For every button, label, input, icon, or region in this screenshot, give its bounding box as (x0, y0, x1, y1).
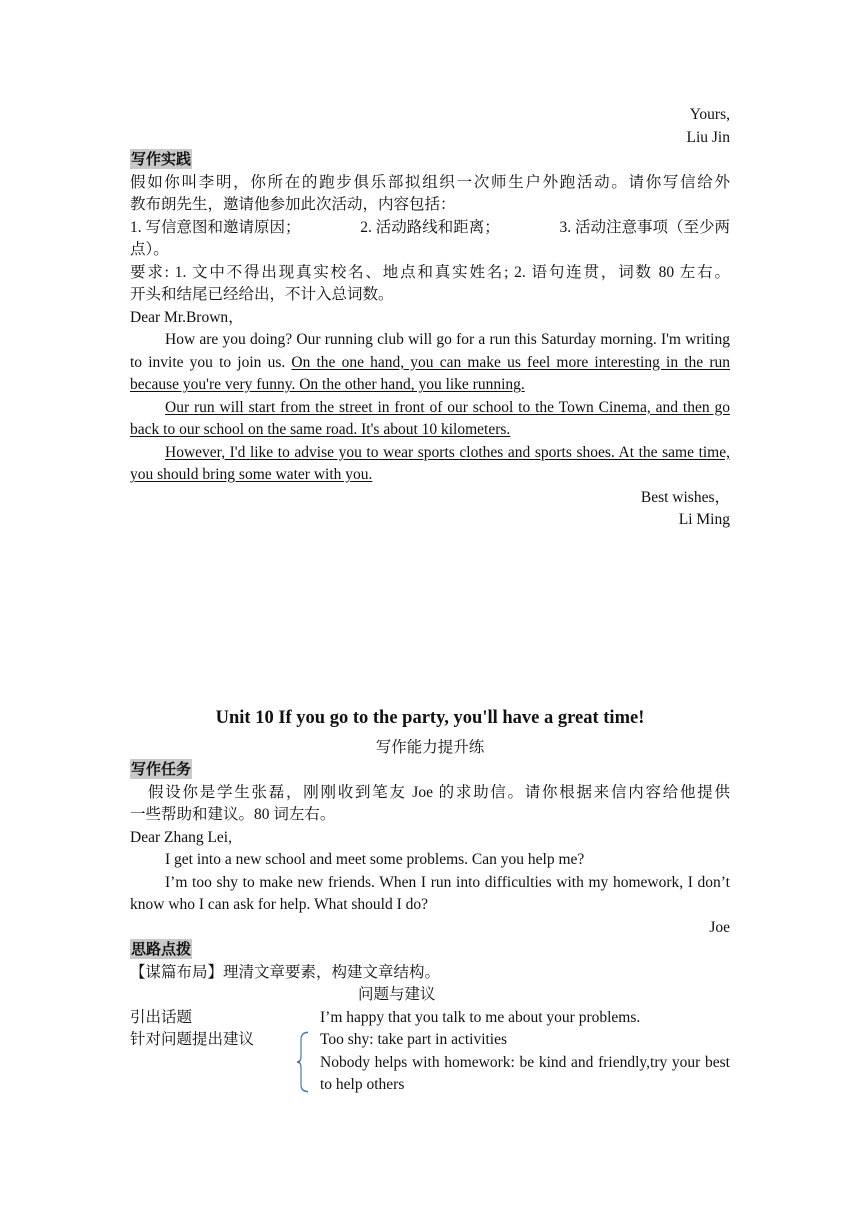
letter-p1-text: How are you doing? Our running club will go for a run this Saturday morning. I'm writing to invite you to join us. (130, 331, 730, 371)
task-prompt-line1 (130, 782, 730, 805)
hints-row-1 (130, 1007, 730, 1030)
brace-icon (296, 1031, 310, 1093)
practice-points (130, 217, 730, 240)
task-prompt-line1-text: 假设你是学生张磊，刚刚收到笔友 Joe 的求助信。请你根据来信内容给他提供 (148, 783, 730, 801)
letter-paragraph-3 (130, 442, 730, 487)
letter-p2-underlined: Our run will start from the street in front of our school to the Town Cinema, and then go back to our school on the same road. It's about 10 kilometers. (130, 398, 730, 438)
document-page (130, 104, 730, 1097)
hints-table-title-text: 问题与建议 (358, 986, 436, 1003)
unit-subtitle: 写作能力提升练 (375, 738, 485, 756)
letter-p1-underlined: On the one hand, you can make us feel more interesting in the run because you're very funny. On the other hand, you like running. (130, 353, 730, 393)
hints-row2-right (320, 1029, 730, 1097)
letter-signature: Li Ming (678, 511, 730, 528)
task-heading-row (130, 759, 730, 782)
closing-yours: Yours, (689, 106, 730, 123)
hints-row1-right: I’m happy that you talk to me about your problems. (320, 1008, 641, 1026)
practice-prompt-line1: 假如你叫李明，你所在的跑步俱乐部拟组织一次师生户外跑活动。请你写信给外 (130, 173, 730, 191)
practice-point-3: 3. 活动注意事项（至少两 (559, 218, 730, 236)
task-salutation: Dear Zhang Lei, (130, 828, 232, 846)
hints-row1-left: 引出话题 (130, 1008, 193, 1026)
hints-row2-suggestion-b: Nobody helps with homework: be kind and friendly,try your best to help others (320, 1053, 730, 1093)
letter-paragraph-1 (130, 329, 730, 397)
letter-salutation: Dear Mr.Brown， (130, 308, 244, 326)
unit-title: Unit 10 If you go to the party, you'll have a great time! (215, 707, 645, 728)
task-paragraph-1: I get into a new school and meet some problems. Can you help me? (165, 851, 585, 868)
practice-requirements-line1: 要求: 1. 文中不得出现真实校名、地点和真实姓名; 2. 语句连贯，词数 80 左右。 (130, 263, 730, 281)
letter-closing: Best wishes， (640, 488, 730, 506)
hints-table-title (130, 984, 730, 1007)
practice-points-cont: 点）。 (130, 241, 169, 258)
task-prompt-line2: 一些帮助和建议。80 词左右。 (130, 806, 336, 823)
letter-p3-underlined: However, I'd like to advise you to wear sports clothes and sports shoes. At the same time, you should bring some water with you. (130, 443, 730, 483)
signature-liu-jin: Liu Jin (686, 128, 730, 146)
practice-point-2: 2. 活动路线和距离； (360, 218, 500, 236)
hints-heading-row (130, 939, 730, 962)
practice-requirements-line2: 开头和结尾已经给出，不计入总词数。 (130, 286, 394, 303)
task-heading: 写作任务 (131, 760, 192, 778)
task-paragraph-2: I’m too shy to make new friends. When I run into difficulties with my homework, I don’t know who I can ask for help. What should I do? (130, 873, 730, 913)
practice-heading-row (130, 149, 730, 172)
practice-heading: 写作实践 (131, 150, 192, 168)
practice-point-1: 1. 写信意图和邀请原因； (130, 218, 301, 236)
hints-row2-left: 针对问题提出建议 (130, 1031, 255, 1048)
hints-row2-suggestion-a: Too shy: take part in activities (320, 1031, 508, 1048)
hints-heading: 思路点拨 (131, 940, 192, 958)
hints-row-2 (130, 1029, 730, 1097)
letter-paragraph-2 (130, 397, 730, 442)
practice-prompt-line2: 教布朗先生，邀请他参加此次活动，内容包括： (130, 196, 456, 213)
task-signature: Joe (709, 918, 730, 936)
hints-layout-line: 【谋篇布局】理清文章要素，构建文章结构。 (130, 963, 441, 981)
